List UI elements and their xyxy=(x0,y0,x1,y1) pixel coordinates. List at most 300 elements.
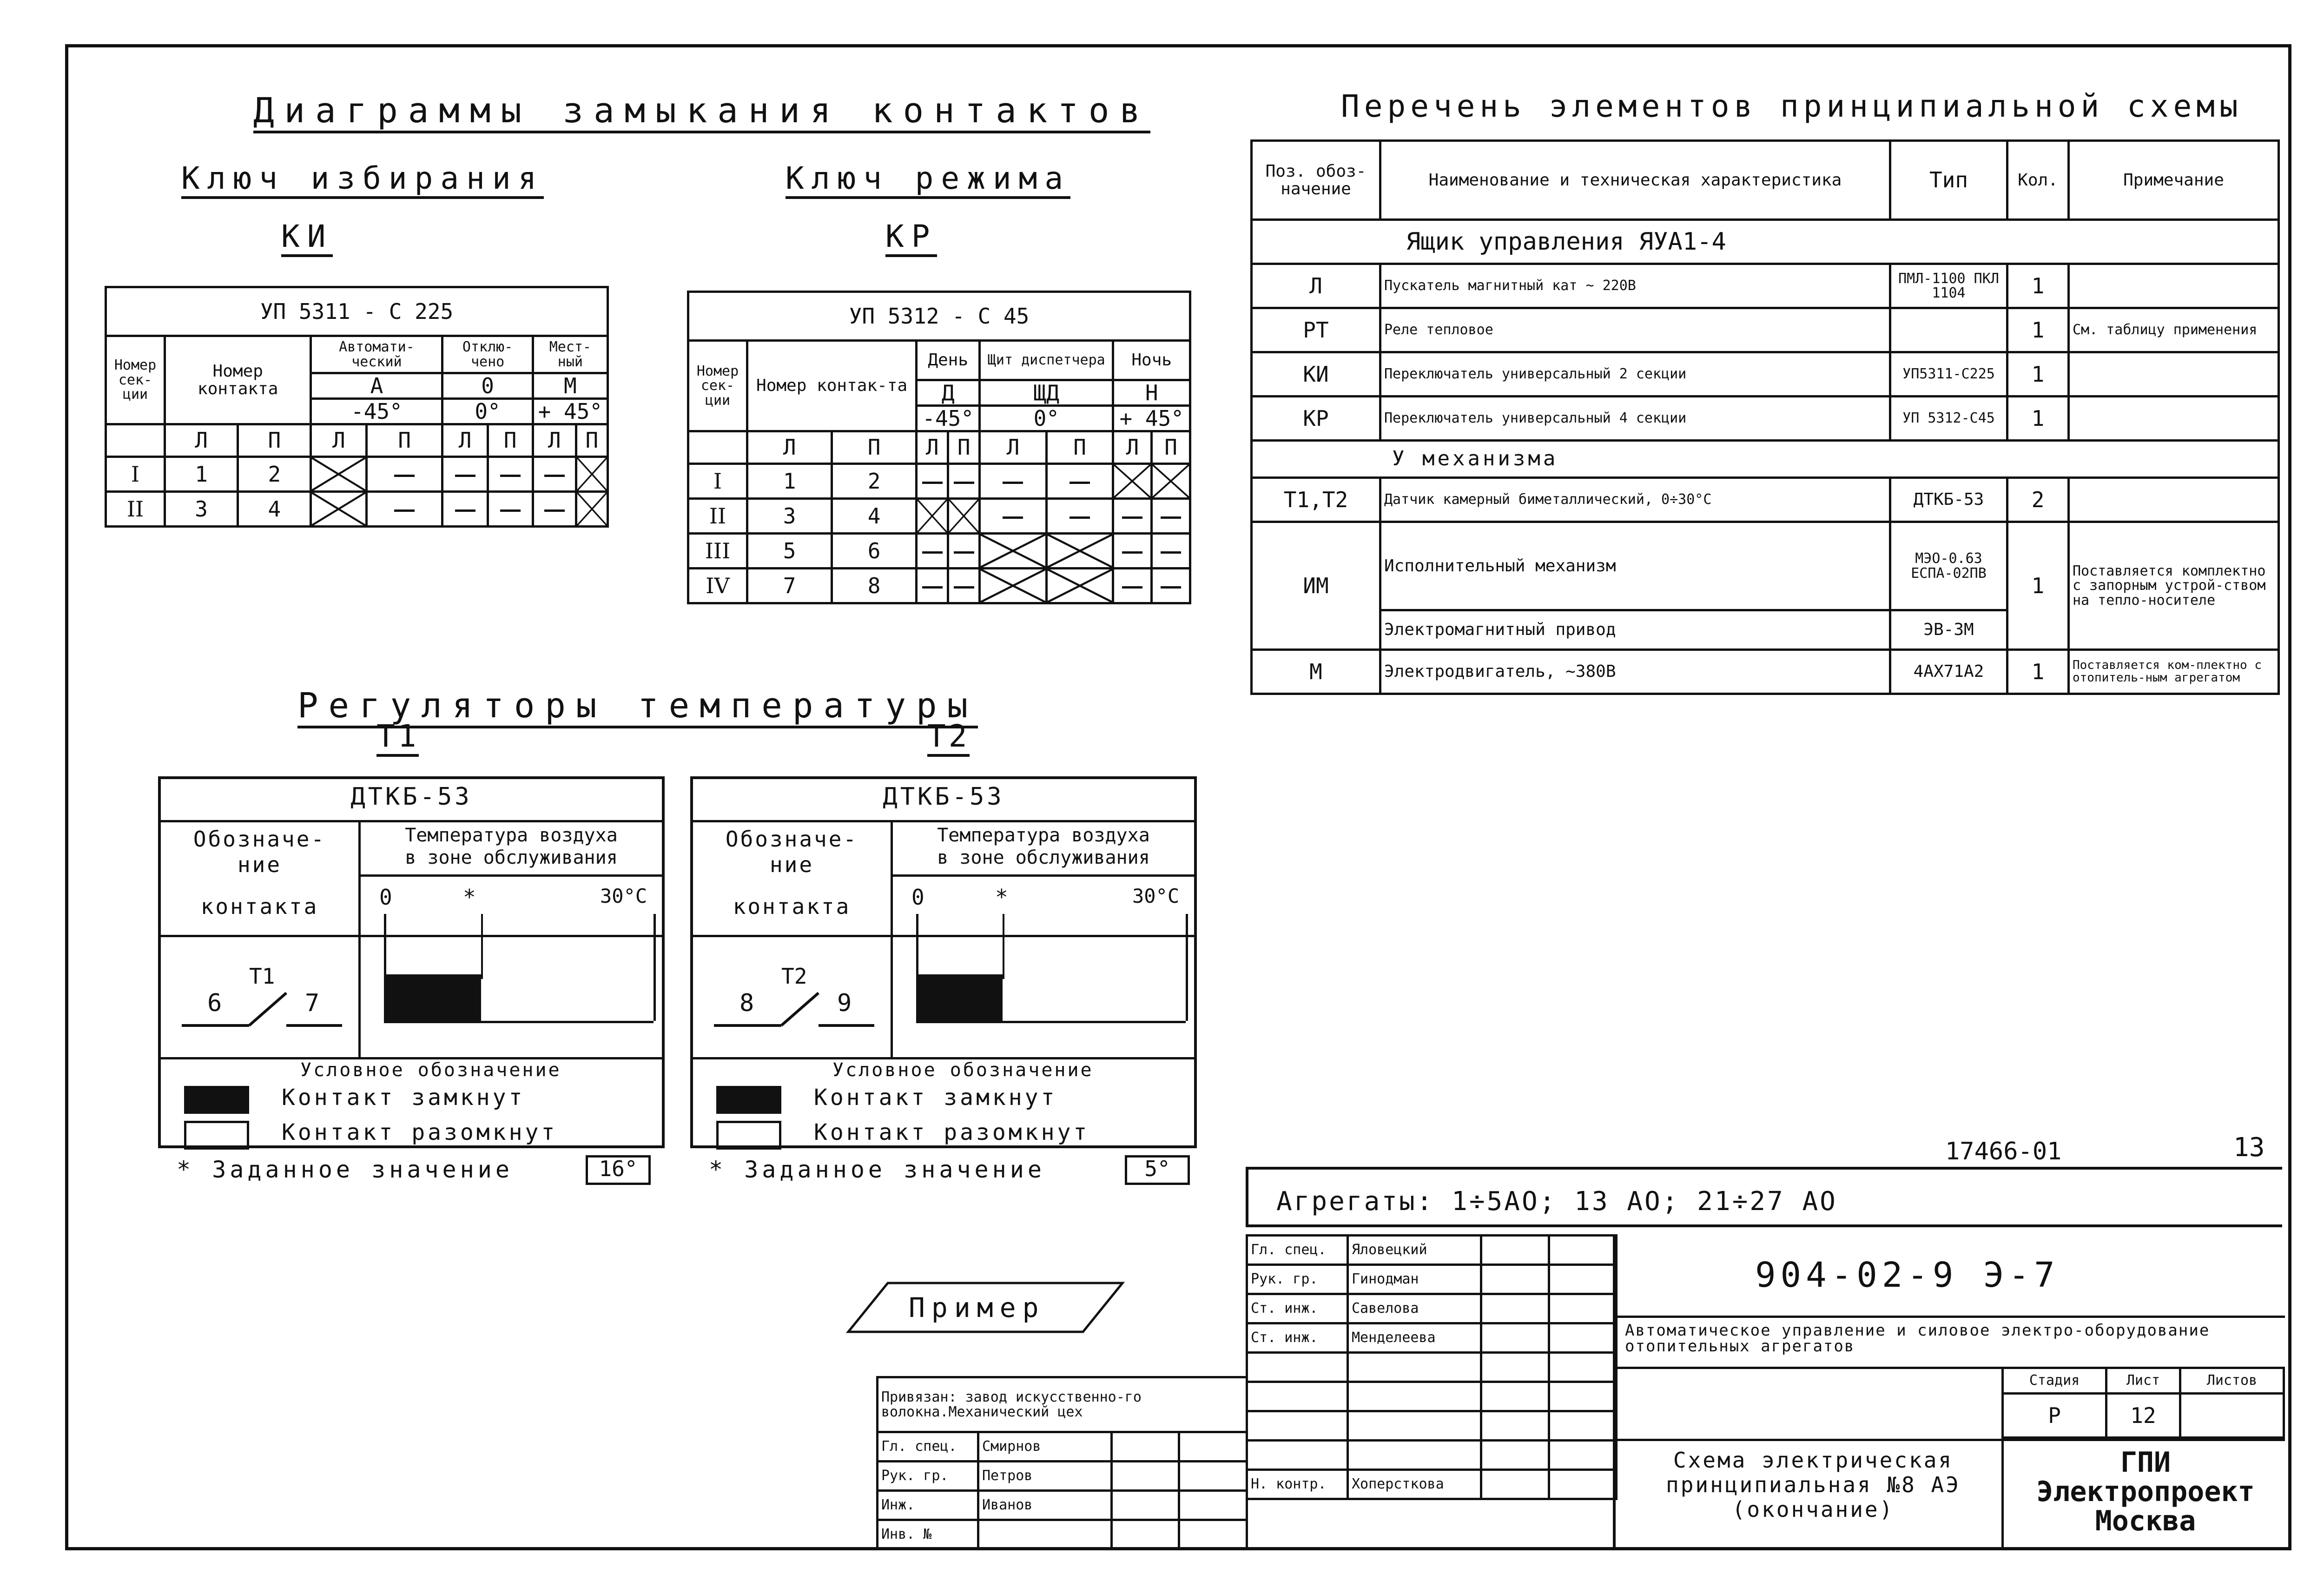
dash-mark xyxy=(922,551,943,554)
stage-value: Р xyxy=(2003,1394,2106,1438)
dash-mark xyxy=(394,509,415,512)
element-note: См. таблицу применения xyxy=(2069,308,2279,352)
ki-lp-1-1: П xyxy=(367,424,442,457)
row-m-name: Электродвигатель, ~380В xyxy=(1380,650,1890,694)
signer-date xyxy=(1549,1265,1617,1294)
dash-mark xyxy=(1003,516,1023,519)
ki-lp-1-0: Л xyxy=(311,424,367,457)
group-mechanism: У механизма xyxy=(1252,441,2279,478)
cross-mark xyxy=(1114,465,1150,497)
element-name: Пускатель магнитный кат ~ 220В xyxy=(1380,264,1890,308)
element-type: УП 5312-С45 xyxy=(1890,397,2007,441)
binding-text: Привязан: завод искусственно-го волокна.Механический цех xyxy=(878,1377,1247,1432)
element-type: ПМЛ-1100 ПКЛ 1104 xyxy=(1890,264,2007,308)
signer-signature xyxy=(1481,1323,1549,1353)
signer-date xyxy=(1179,1432,1247,1462)
stage-table xyxy=(2001,1367,2285,1439)
kr-row-section: I xyxy=(688,464,747,499)
sheet-corner: 13 xyxy=(2233,1132,2265,1163)
signer-role: Гл. спец. xyxy=(1247,1236,1348,1265)
regulator-code: Т1 xyxy=(376,718,419,757)
cross-mark xyxy=(1153,465,1189,497)
dash-mark xyxy=(1003,482,1023,484)
signer-row xyxy=(1247,1236,1617,1265)
stamp-main xyxy=(1613,1234,2282,1550)
project-title: Автоматическое управление и силовое электро-оборудование отопительных агрегатов xyxy=(1625,1321,2210,1356)
example-badge xyxy=(846,1281,1125,1334)
kr-row-p: 6 xyxy=(832,534,917,569)
signer-signature xyxy=(1112,1520,1179,1549)
signer-name: Яловецкий xyxy=(1348,1236,1481,1265)
element-qty: 1 xyxy=(2007,397,2069,441)
row-t-name: Датчик камерный биметаллический, 0÷30°С xyxy=(1380,478,1890,522)
cross-mark xyxy=(918,500,947,532)
element-pos: Л xyxy=(1252,264,1380,308)
cross-mark xyxy=(312,493,365,525)
scale-mark: * xyxy=(995,885,1008,910)
kr-letter-n: Н xyxy=(1113,380,1190,406)
col-qty: Кол. xyxy=(2007,141,2069,220)
col-name: Наименование и техническая характеристика xyxy=(1380,141,1890,220)
signer-role: Гл. спец. xyxy=(878,1432,978,1462)
open-mark xyxy=(948,464,980,499)
signer-name xyxy=(978,1520,1112,1549)
element-row xyxy=(1252,397,2279,441)
open-mark xyxy=(442,457,488,492)
closed-mark xyxy=(1152,464,1190,499)
open-mark xyxy=(1113,534,1152,569)
element-qty: 1 xyxy=(2007,352,2069,397)
signer-date xyxy=(1179,1462,1247,1491)
norm-control-name: Хоперсткова xyxy=(1348,1470,1481,1499)
signer-role: Рук. гр. xyxy=(1247,1265,1348,1294)
dash-mark xyxy=(954,551,974,554)
contact-label-3: контакта xyxy=(200,894,319,919)
signer-signature xyxy=(1112,1432,1179,1462)
org-line-1: ГПИ xyxy=(2120,1446,2171,1479)
kr-row-p: 8 xyxy=(832,569,917,603)
signer-signature xyxy=(1481,1236,1549,1265)
ki-row xyxy=(106,492,608,527)
ki-title: Ключ избирания xyxy=(181,160,544,199)
terminal-b: 7 xyxy=(305,989,320,1017)
row-im-name-2: Электромагнитный привод xyxy=(1380,610,1890,650)
closed-mark xyxy=(1046,534,1113,569)
open-mark xyxy=(980,464,1047,499)
terminal-a: 6 xyxy=(207,989,222,1017)
kr-col-section: Номер сек-ции xyxy=(688,341,747,431)
sheets-label: Листов xyxy=(2180,1368,2284,1394)
closed-mark xyxy=(1113,464,1152,499)
signer-row xyxy=(1247,1265,1617,1294)
row-im-type-2: ЕСПА-02ПВ xyxy=(1911,565,1987,582)
cross-mark xyxy=(981,535,1045,567)
kr-lp-0-0: Л xyxy=(747,431,832,464)
signer-row xyxy=(1247,1323,1617,1353)
kr-mode-day: День xyxy=(917,341,980,380)
signer-row xyxy=(878,1462,1247,1491)
org-line-3: Москва xyxy=(2095,1505,2196,1537)
ki-row-section: I xyxy=(106,457,165,492)
dash-mark xyxy=(1161,516,1181,519)
open-mark xyxy=(488,457,533,492)
setpoint-label: * Заданное значение xyxy=(709,1156,1045,1183)
regulator-0 xyxy=(158,718,665,1206)
signer-name: Иванов xyxy=(978,1491,1112,1520)
open-mark xyxy=(948,534,980,569)
element-qty: 1 xyxy=(2007,308,2069,352)
ki-switch-type: УП 5311 - С 225 xyxy=(106,287,608,336)
row-t-type: ДТКБ-53 xyxy=(1890,478,2007,522)
col-pos: Поз. обоз-начение xyxy=(1252,141,1380,220)
kr-row xyxy=(688,499,1190,534)
signer-name: Смирнов xyxy=(978,1432,1112,1462)
signer-name: Савелова xyxy=(1348,1294,1481,1323)
signer-signature xyxy=(1112,1462,1179,1491)
setpoint-value: 5° xyxy=(1125,1155,1190,1185)
closed-mark xyxy=(576,492,607,527)
element-note xyxy=(2069,264,2279,308)
legend-closed-swatch xyxy=(716,1086,781,1114)
cross-mark xyxy=(577,458,607,490)
signers-top-table xyxy=(1246,1234,1618,1500)
ki-angle-3: + 45° xyxy=(533,399,607,424)
contact-symbol xyxy=(712,965,879,1039)
ki-lp-section xyxy=(106,424,165,457)
open-mark xyxy=(1113,569,1152,603)
col-type: Тип xyxy=(1890,141,2007,220)
kr-row-l: 1 xyxy=(747,464,832,499)
kr-row-section: III xyxy=(688,534,747,569)
dash-mark xyxy=(394,475,415,477)
kr-lp-2-1: П xyxy=(1046,431,1113,464)
element-name: Переключатель универсальный 2 секции xyxy=(1380,352,1890,397)
kr-lp-1-1: П xyxy=(948,431,980,464)
kr-row-section: II xyxy=(688,499,747,534)
signer-date xyxy=(1549,1236,1617,1265)
ki-col-section: Номер сек-ции xyxy=(106,336,165,424)
legend-closed: Контакт замкнут xyxy=(814,1085,1057,1111)
signer-signature xyxy=(1481,1265,1549,1294)
open-mark xyxy=(367,457,442,492)
row-m-note: Поставляется ком-плектно с отопитель-ным агрегатом xyxy=(2069,650,2279,694)
dash-mark xyxy=(1161,551,1181,554)
kr-code: КР xyxy=(885,218,937,257)
signer-name: Менделеева xyxy=(1348,1323,1481,1353)
temp-label-2: в зоне обслуживания xyxy=(405,847,618,868)
closed-mark xyxy=(948,499,980,534)
dash-mark xyxy=(922,482,943,484)
ki-mode-auto: Автомати-ческий xyxy=(311,336,442,373)
ki-code: КИ xyxy=(281,218,333,257)
ki-col-contact: Номер контакта xyxy=(165,336,311,424)
scale-max: 30°С xyxy=(1132,885,1180,907)
cross-mark xyxy=(1048,569,1112,602)
dash-mark xyxy=(544,475,565,477)
contact-label-1: Обозначе- xyxy=(193,827,326,852)
signer-row xyxy=(878,1491,1247,1520)
signer-role: Ст. инж. xyxy=(1247,1323,1348,1353)
kr-row-p: 2 xyxy=(832,464,917,499)
open-mark xyxy=(1152,499,1190,534)
ki-lp-2-1: П xyxy=(488,424,533,457)
row-im-type-1: МЭО-0.63 xyxy=(1915,550,1982,567)
group-box: Ящик управления ЯУА1-4 xyxy=(1252,220,2279,264)
ki-lp-3-0: Л xyxy=(533,424,576,457)
dash-mark xyxy=(455,509,475,512)
dash-mark xyxy=(1122,551,1142,554)
signer-name: Гинодман xyxy=(1348,1265,1481,1294)
temp-label-1: Температура воздуха xyxy=(937,825,1150,846)
dash-mark xyxy=(922,586,943,589)
contact-code: Т1 xyxy=(249,964,275,989)
scale-min: 0 xyxy=(379,885,392,910)
aggregates-box xyxy=(1246,1167,2282,1227)
dash-mark xyxy=(544,509,565,512)
closed-range-bar xyxy=(916,974,1003,1021)
kr-lp-0-1: П xyxy=(832,431,917,464)
row-m-qty: 1 xyxy=(2007,650,2069,694)
temp-label-1: Температура воздуха xyxy=(405,825,618,846)
element-row xyxy=(1252,264,2279,308)
ki-angle-2: 0° xyxy=(442,399,533,424)
signer-row xyxy=(878,1432,1247,1462)
row-im-type xyxy=(1890,522,2007,610)
open-mark xyxy=(917,569,948,603)
signer-row xyxy=(1247,1294,1617,1323)
signer-role: Ст. инж. xyxy=(1247,1294,1348,1323)
elements-title: Перечень элементов принципиальной схемы xyxy=(1341,88,2243,124)
element-type: УП5311-С225 xyxy=(1890,352,2007,397)
open-mark xyxy=(1152,534,1190,569)
closed-range-bar xyxy=(384,974,481,1021)
kr-mode-night: Ночь xyxy=(1113,341,1190,380)
signer-signature xyxy=(1112,1491,1179,1520)
row-t-qty: 2 xyxy=(2007,478,2069,522)
legend-open: Контакт разомкнут xyxy=(282,1119,558,1145)
element-row xyxy=(1252,308,2279,352)
open-mark xyxy=(488,492,533,527)
kr-col-contact: Номер контак-та xyxy=(747,341,917,431)
signer-date xyxy=(1549,1323,1617,1353)
regulator-device: ДТКБ-53 xyxy=(350,783,472,811)
signer-row xyxy=(878,1520,1247,1549)
legend-title: Условное обозначение xyxy=(832,1059,1094,1081)
element-note xyxy=(2069,397,2279,441)
legend-closed: Контакт замкнут xyxy=(282,1085,525,1111)
org-logo xyxy=(2011,1448,2280,1536)
open-mark xyxy=(948,569,980,603)
kr-switch-type: УП 5312 - С 45 xyxy=(688,292,1190,341)
dash-mark xyxy=(1070,482,1090,484)
closed-mark xyxy=(576,457,607,492)
signer-date xyxy=(1179,1491,1247,1520)
element-pos: РТ xyxy=(1252,308,1380,352)
open-mark xyxy=(917,534,948,569)
legend-title: Условное обозначение xyxy=(300,1059,561,1081)
closed-mark xyxy=(1046,569,1113,603)
cross-mark xyxy=(949,500,978,532)
elements-table xyxy=(1250,139,2280,695)
element-pos: КР xyxy=(1252,397,1380,441)
kr-row-section: IV xyxy=(688,569,747,603)
temp-label-2: в зоне обслуживания xyxy=(937,847,1150,868)
row-im-qty: 1 xyxy=(2007,522,2069,650)
regulator-box xyxy=(158,776,665,1148)
dash-mark xyxy=(954,482,974,484)
contact-label-2: ние xyxy=(769,852,814,877)
open-mark xyxy=(533,492,576,527)
ki-row-l: 1 xyxy=(165,457,238,492)
terminal-a: 8 xyxy=(739,989,754,1017)
kr-lp-section xyxy=(688,431,747,464)
drawing-title: Схема электрическая принципиальная №8 АЭ (окончание) xyxy=(1666,1448,1961,1522)
norm-control-role: Н. контр. xyxy=(1247,1470,1348,1499)
signer-role: Рук. гр. xyxy=(878,1462,978,1491)
regulator-1 xyxy=(690,718,1197,1206)
ki-row-l: 3 xyxy=(165,492,238,527)
ki-letter-a: А xyxy=(311,373,442,399)
diagrams-title: Диаграммы замыкания контактов xyxy=(253,91,1150,133)
org-line-2: Электропроект xyxy=(2036,1475,2255,1508)
legend-open-swatch xyxy=(184,1121,249,1150)
col-note: Примечание xyxy=(2069,141,2279,220)
ki-mode-local: Мест-ный xyxy=(533,336,607,373)
row-t-note xyxy=(2069,478,2279,522)
ki-letter-m: М xyxy=(533,373,607,399)
cross-mark xyxy=(1048,535,1112,567)
element-qty: 1 xyxy=(2007,264,2069,308)
kr-row xyxy=(688,569,1190,603)
row-t-pos: Т1,Т2 xyxy=(1252,478,1380,522)
contact-label-3: контакта xyxy=(733,894,851,919)
element-pos: КИ xyxy=(1252,352,1380,397)
cross-mark xyxy=(577,493,607,525)
closed-mark xyxy=(980,569,1047,603)
ki-lp-0-0: Л xyxy=(165,424,238,457)
element-row xyxy=(1252,352,2279,397)
dash-mark xyxy=(1122,516,1142,519)
kr-lp-3-1: П xyxy=(1152,431,1190,464)
binding-table xyxy=(876,1376,1248,1550)
contact-symbol xyxy=(179,965,347,1039)
row-m-type: 4АХ71А2 xyxy=(1890,650,2007,694)
project-code: 904-02-9 Э-7 xyxy=(1755,1255,2060,1295)
row-im-pos: ИМ xyxy=(1252,522,1380,650)
ki-table xyxy=(105,286,609,528)
contact-label-2: ние xyxy=(237,852,282,877)
stage-label: Стадия xyxy=(2003,1368,2106,1394)
regulators-title: Регуляторы температуры xyxy=(297,686,978,728)
kr-lp-1-0: Л xyxy=(917,431,948,464)
element-name: Переключатель универсальный 4 секции xyxy=(1380,397,1890,441)
ki-mode-off: Отклю-чено xyxy=(442,336,533,373)
ki-row-p: 2 xyxy=(238,457,311,492)
row-im-type-3: ЭВ-3М xyxy=(1890,610,2007,650)
kr-row-l: 5 xyxy=(747,534,832,569)
ki-angle-1: -45° xyxy=(311,399,442,424)
dash-mark xyxy=(500,475,521,477)
sheet-label: Лист xyxy=(2106,1368,2180,1394)
signer-name: Петров xyxy=(978,1462,1112,1491)
kr-letter-d: Д xyxy=(917,380,980,406)
dash-mark xyxy=(1122,586,1142,589)
closed-mark xyxy=(311,492,367,527)
setpoint-label: * Заданное значение xyxy=(177,1156,513,1183)
sheet-value: 12 xyxy=(2106,1394,2180,1438)
kr-angle-2: 0° xyxy=(980,406,1113,431)
closed-mark xyxy=(311,457,367,492)
element-name: Реле тепловое xyxy=(1380,308,1890,352)
scale-min: 0 xyxy=(911,885,924,910)
ki-row-p: 4 xyxy=(238,492,311,527)
example-text: Пример xyxy=(909,1292,1045,1323)
kr-angle-3: + 45° xyxy=(1113,406,1190,431)
ki-lp-3-1: П xyxy=(576,424,607,457)
open-mark xyxy=(917,464,948,499)
ki-row xyxy=(106,457,608,492)
scale-max: 30°С xyxy=(600,885,647,907)
cross-mark xyxy=(981,569,1045,602)
kr-row-p: 4 xyxy=(832,499,917,534)
element-type xyxy=(1890,308,2007,352)
regulator-device: ДТКБ-53 xyxy=(883,783,1004,811)
dash-mark xyxy=(455,475,475,477)
cross-mark xyxy=(312,458,365,490)
kr-angle-1: -45° xyxy=(917,406,980,431)
row-m-pos: М xyxy=(1252,650,1380,694)
signer-date xyxy=(1179,1520,1247,1549)
aggregates-text: Агрегаты: 1÷5АО; 13 АО; 21÷27 АО xyxy=(1276,1186,1837,1217)
regulator-box xyxy=(690,776,1197,1148)
scale-mark: * xyxy=(463,885,476,910)
doc-number: 17466-01 xyxy=(1945,1138,2062,1165)
kr-letter-shd: ЩД xyxy=(980,380,1113,406)
legend-closed-swatch xyxy=(184,1086,249,1114)
kr-table xyxy=(687,291,1191,604)
open-mark xyxy=(1046,499,1113,534)
ki-lp-2-0: Л xyxy=(442,424,488,457)
dash-mark xyxy=(1070,516,1090,519)
dash-mark xyxy=(954,586,974,589)
ki-letter-0: 0 xyxy=(442,373,533,399)
kr-row xyxy=(688,464,1190,499)
terminal-b: 9 xyxy=(837,989,852,1017)
row-im-note: Поставляется комплектно с запорным устрой-ством на тепло-носителе xyxy=(2069,522,2279,650)
dash-mark xyxy=(1161,586,1181,589)
open-mark xyxy=(980,499,1047,534)
closed-mark xyxy=(980,534,1047,569)
kr-title: Ключ режима xyxy=(786,160,1070,199)
signer-role: Инв. № xyxy=(878,1520,978,1549)
sheets-value xyxy=(2180,1394,2284,1438)
open-mark xyxy=(442,492,488,527)
signer-signature xyxy=(1481,1294,1549,1323)
regulator-code: Т2 xyxy=(927,718,970,757)
contact-label-1: Обозначе- xyxy=(725,827,858,852)
kr-row-l: 3 xyxy=(747,499,832,534)
legend-open: Контакт разомкнут xyxy=(814,1119,1090,1145)
kr-mode-dispatcher: Щит диспетчера xyxy=(980,341,1113,380)
ki-lp-0-1: П xyxy=(238,424,311,457)
signer-date xyxy=(1549,1294,1617,1323)
ki-row-section: II xyxy=(106,492,165,527)
row-im-name: Исполнительный механизм xyxy=(1380,522,1890,610)
contact-code: Т2 xyxy=(781,964,807,989)
dash-mark xyxy=(500,509,521,512)
signer-role: Инж. xyxy=(878,1491,978,1520)
closed-mark xyxy=(917,499,948,534)
